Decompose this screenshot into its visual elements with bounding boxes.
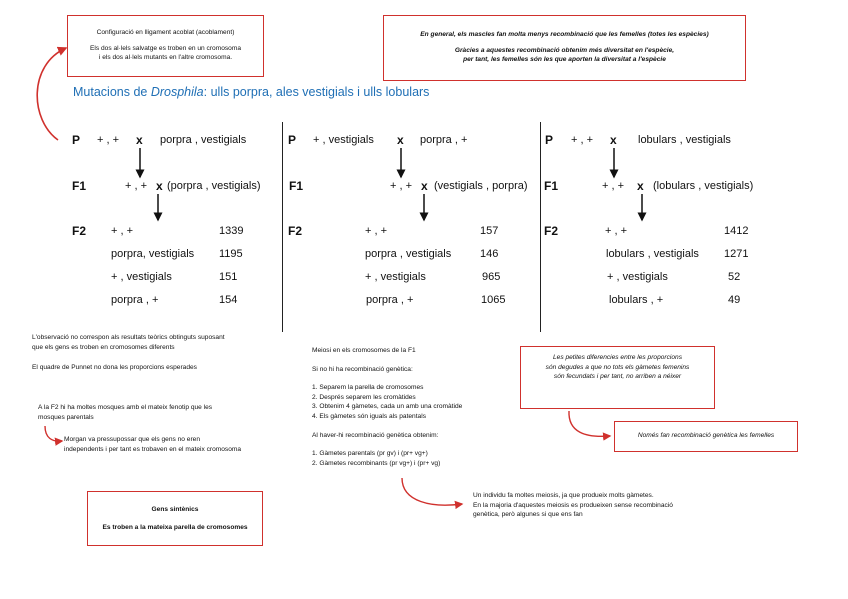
cross2-p-x: x [397,133,404,147]
male-recombination-line: per tant, les femelles són les que aporten la diversitat a l'espècie [463,56,666,64]
arrow-to-morgan-note [45,426,62,441]
cross2-f1-label: F1 [289,179,304,193]
morgan-note [64,435,241,454]
meiosis-step: 1. Separem la parella de cromosomes [312,384,424,392]
linkage-config-heading: Configuració en lligament acoblat (acoblament) [96,29,235,36]
cross1-p-x: x [136,133,143,147]
cross2-f2-genotype: porpra , + [366,294,414,306]
cross1-f1-label: F1 [72,179,87,193]
many-meiosis-line: Un individu fa moltes meiosis, ja que produeix molts gàmetes. [473,492,654,499]
f2-parental-note [38,403,212,422]
meiosis-block [312,346,462,468]
cross2-f2-count: 1065 [481,294,506,306]
cross3-f1-label: F1 [544,179,559,193]
cross1-f2-count: 1195 [219,248,243,260]
many-meiosis-note [473,491,673,520]
cross2-f2-count: 965 [482,271,501,283]
cross2-f1-right: (vestigials , porpra) [434,180,528,192]
many-meiosis-line: genètica, però algunes si que ens fan [473,511,583,519]
observation-line: L'observació no correspon als resultats teòrics obtinguts suposant [32,334,225,341]
females-recombination-box [614,421,798,452]
cross1-f2-count: 151 [219,271,238,283]
cross1-f1-left: + , + [125,180,148,192]
cross2-f2-genotype: + , vestigials [365,271,426,283]
recombination-item: 2. Gàmetes recombinants (pr vg+) i (pr+ vg) [312,459,441,467]
title-prefix: Mutacions de [73,85,151,99]
column-divider [282,122,283,332]
cross1-f2-genotype: porpra , + [111,294,159,306]
cross1-f2-genotype: porpra, vestigials [111,248,195,260]
proportion-line: són fecundats i per tant, no arriben a néixer [553,373,682,381]
linkage-config-box [67,15,264,77]
proportion-line: Les petites diferencies entre les proporcions [552,354,683,361]
cross3-f2-genotype: + , vestigials [607,271,668,283]
cross1-f2-label: F2 [72,224,87,238]
cross2-f1-left: + , + [390,180,413,192]
cross2-p-left: + , vestigials [313,134,374,146]
cross3-p-label: P [545,133,554,147]
cross3-p-right: lobulars , vestigials [638,134,731,146]
cross2-p-label: P [288,133,297,147]
cross2-f2-count: 157 [480,225,499,237]
cross2-f1-x: x [421,179,428,193]
title-suffix: : ulls porpra, ales vestigials i ulls lobulars [203,85,430,99]
cross2-f2-count: 146 [480,248,499,260]
observation-note [32,333,225,352]
meiosis-subtitle: Si no hi ha recombinació genètica: [312,365,413,373]
morgan-line: independents i per tant es trobaven en el mateix cromosoma [64,445,242,453]
recombination-item: 1. Gàmetes parentals (pr gv) i (pr+ vg+) [312,450,428,458]
females-recombination-text: Només fan recombinació genètica les femelles [637,432,775,439]
male-recombination-line: Gràcies a aquestes recombinació obtenim més diversitat en l'espècie, [454,46,675,54]
cross3-f1-x: x [637,179,644,193]
recombination-title: Al haver-hi recombinació genètica obtenim: [312,431,439,439]
arrow-to-females-box [569,411,610,436]
cross1-f2-genotype: + , vestigials [111,271,172,283]
syntenic-genes-title: Gens sintènics [151,506,199,513]
cross2-f2-genotype: porpra , vestigials [365,248,452,260]
cross1-f1-x: x [156,179,163,193]
cross1-p-left: + , + [97,134,120,146]
cross3-p-x: x [610,133,617,147]
cross3-f2-genotype: lobulars , + [609,294,664,306]
male-recombination-box [383,15,746,81]
cross1-f2-count: 1339 [219,225,244,237]
arrow-to-meiosis-note [402,478,462,505]
cross1-f2-count: 154 [219,294,238,306]
morgan-line: Morgan va pressupossar que els gens no eren [64,436,200,443]
meiosis-step: 3. Obtenim 4 gàmetes, cada un amb una cromàtide [312,403,463,411]
f2-parental-line: mosques parentals [38,413,94,421]
cross3-f2-count: 52 [728,271,741,283]
cross3-f2-count: 49 [728,294,741,306]
linkage-config-line: Els dos al·lels salvatge es troben en un cromosoma [90,44,241,52]
cross3-f2-count: 1412 [724,225,749,237]
proportion-line: són degudes a que no tots els gàmetes femenins [545,363,690,371]
cross2-f2-genotype: + , + [365,225,388,237]
meiosis-title: Meiosi en els cromosomes de la F1 [312,347,416,354]
f2-parental-line: A la F2 hi ha moltes mosques amb el mateix fenotip que les [38,404,213,411]
cross3-f1-right: (lobulars , vestigials) [653,180,754,192]
cross1-f2-genotype: + , + [111,225,134,237]
punnet-note: El quadre de Punnet no dona les proporcions esperades [32,364,197,371]
male-recombination-line: En general, els mascles fan molta menys recombinació que les femelles (totes les espècies) [420,31,709,38]
many-meiosis-line: En la majoria d'aquestes meiosis es produeixen sense recombinació [473,501,673,509]
cross3-f2-label: F2 [544,224,559,238]
meiosis-step: 2. Després separem les cromàtides [312,393,416,401]
cross3-f2-count: 1271 [724,248,749,260]
syntenic-genes-text: Es troben a la mateixa parella de cromosomes [102,523,248,531]
cross3-f2-genotype: lobulars , vestigials [606,248,699,260]
syntenic-genes-box [87,491,263,546]
cross1-p-label: P [72,133,81,147]
observation-line: que els gens es troben en cromosomes diferents [32,343,175,351]
page-title [73,85,429,99]
cross2-p-right: porpra , + [420,134,468,146]
cross3-f1-left: + , + [602,180,625,192]
cross3-f2-genotype: + , + [605,225,628,237]
title-genus: Drosphila [150,85,204,99]
cross1-p-right: porpra , vestigials [160,134,247,146]
proportion-differences-box [520,346,715,409]
arrow-to-config-box [37,48,66,140]
meiosis-step: 4. Els gàmetes són iguals als patentals [312,412,426,420]
cross3-p-left: + , + [571,134,594,146]
column-divider [540,122,541,332]
cross1-f1-right: (porpra , vestigials) [167,180,261,192]
cross2-f2-label: F2 [288,224,303,238]
linkage-config-line: i els dos al·lels mutants en l'altre cromosoma. [98,54,233,62]
